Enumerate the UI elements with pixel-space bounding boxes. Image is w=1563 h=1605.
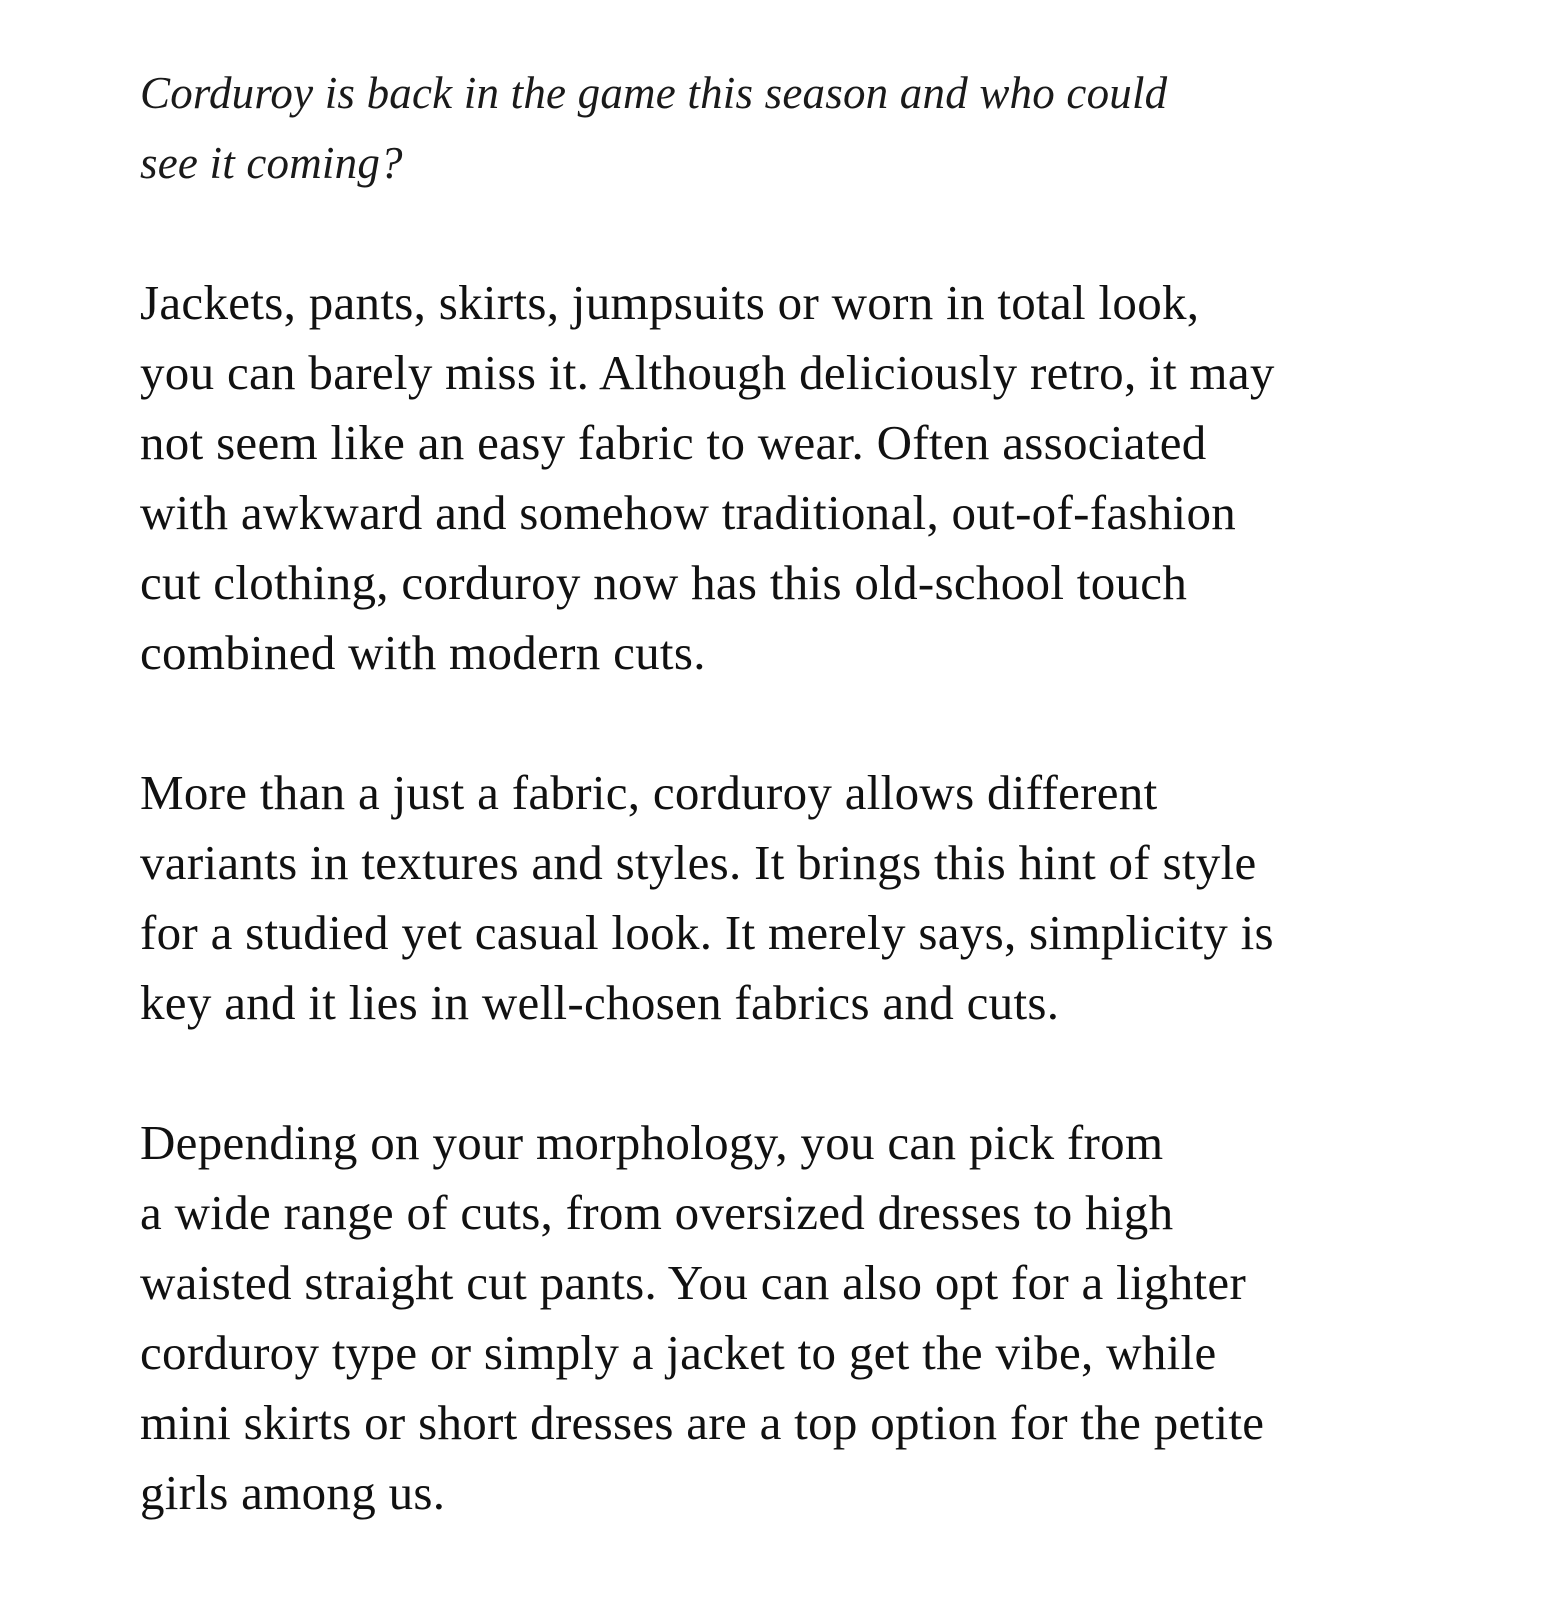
paragraph-line: not seem like an easy fabric to wear. Often associated (140, 415, 1207, 470)
body-paragraph-3 (140, 1108, 1440, 1528)
paragraph-line: Jackets, pants, skirts, jumpsuits or worn in total look, (140, 275, 1200, 330)
intro-paragraph (140, 58, 1440, 198)
body-paragraph-2 (140, 758, 1440, 1038)
intro-line: Corduroy is back in the game this season and who could (140, 68, 1168, 118)
paragraph-line: waisted straight cut pants. You can also opt for a lighter (140, 1255, 1247, 1310)
paragraph-line: mini skirts or short dresses are a top option for the petite (140, 1395, 1265, 1450)
paragraph-line: combined with modern cuts. (140, 625, 706, 680)
article-body (140, 58, 1440, 1528)
paragraph-line: key and it lies in well-chosen fabrics and cuts. (140, 975, 1060, 1030)
paragraph-line: with awkward and somehow traditional, out-of-fashion (140, 485, 1237, 540)
paragraph-line: cut clothing, corduroy now has this old-school touch (140, 555, 1188, 610)
intro-line: see it coming? (140, 138, 403, 188)
paragraph-line: corduroy type or simply a jacket to get the vibe, while (140, 1325, 1217, 1380)
paragraph-line: girls among us. (140, 1465, 446, 1520)
paragraph-line: Depending on your morphology, you can pick from (140, 1115, 1164, 1170)
paragraph-line: a wide range of cuts, from oversized dresses to high (140, 1185, 1174, 1240)
paragraph-line: for a studied yet casual look. It merely says, simplicity is (140, 905, 1274, 960)
paragraph-line: variants in textures and styles. It brings this hint of style (140, 835, 1257, 890)
body-paragraph-1 (140, 268, 1440, 688)
paragraph-line: you can barely miss it. Although deliciously retro, it may (140, 345, 1275, 400)
paragraph-line: More than a just a fabric, corduroy allows different (140, 765, 1158, 820)
